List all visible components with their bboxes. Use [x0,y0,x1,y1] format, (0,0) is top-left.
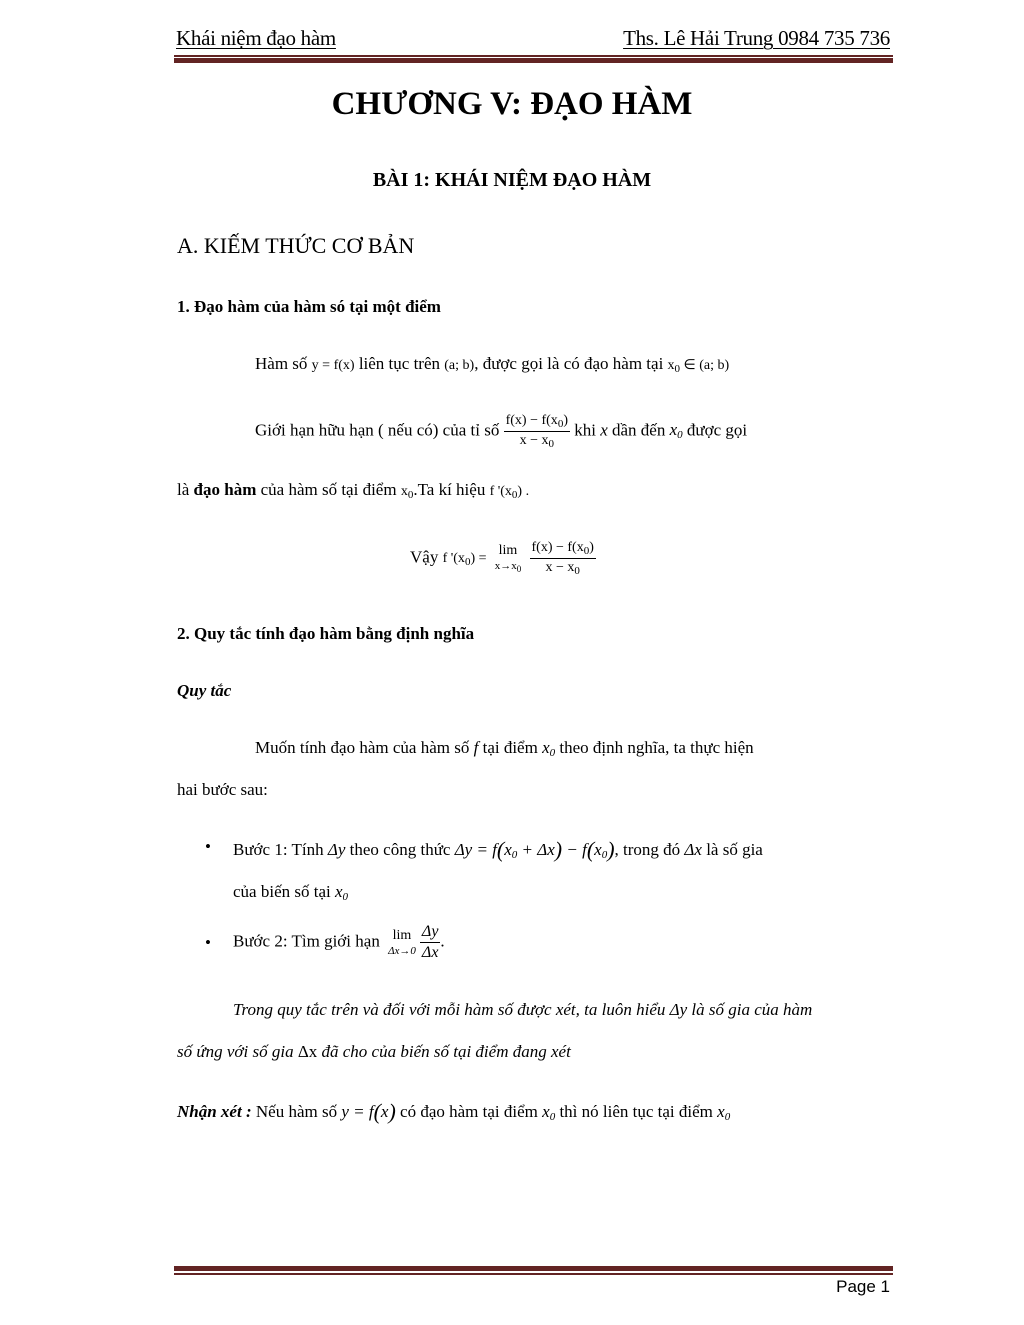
math-x0 [542,738,555,757]
math-x: x [334,882,343,901]
subscript: 0 [548,438,554,450]
math: x→x [494,560,517,572]
text: liên tục trên [358,354,441,373]
text: Hàm số [255,354,308,373]
math-x: x [400,484,408,499]
step-2 [233,923,445,962]
math-delta-y: Δy [669,1000,688,1019]
math: f '(x [489,484,512,499]
lim: lim [392,928,412,943]
text: . [440,931,445,951]
text: Giới hạn hữu hạn ( nếu có) của tỉ số [255,420,500,440]
text: Muốn tính đạo hàm của hàm số [255,738,470,757]
text: của biến số tại [233,882,331,901]
page-number: Page 1 [836,1277,890,1296]
subscript: 0 [583,545,590,557]
text: theo công thức [349,840,451,859]
limit-subscript: Δx→0 [388,945,416,957]
text: Bước 2: Tìm giới hạn [233,931,380,951]
math: ) = [470,551,487,567]
math-x: x [542,738,550,757]
limit-operator [495,543,522,574]
paren: ) [388,1099,396,1124]
footer-rule-thick [174,1266,893,1271]
subscript: 0 [549,1111,556,1123]
paren: ) [607,837,615,862]
text: của hàm số tại điểm [260,480,397,499]
text: là [177,480,190,499]
limit-operator [388,928,416,957]
subscript: 0 [724,1111,731,1123]
section1-heading: 1. Đạo hàm của hàm só tại một điểm [177,297,441,316]
section1-paragraph-1 [255,354,729,375]
math-delta-y-formula [454,837,615,862]
lesson-title: BÀI 1: KHÁI NIỆM ĐẠO HÀM [372,169,652,191]
section2-paragraph-1 [255,738,754,759]
bold-term-derivative: đạo hàm [193,480,257,499]
page-header [174,26,890,54]
fraction-denominator: Δx [421,944,439,961]
math-y-fx [341,1099,396,1124]
subscript: 0 [601,849,608,861]
text: , được gọi là có đạo hàm tại [474,354,664,373]
header-chapter-title: Khái niệm đạo hàm [176,26,336,50]
math-delta-y: Δy [327,840,346,859]
math-x: x [542,1102,550,1121]
math-x: x [667,358,675,373]
paren: ( [496,837,505,862]
text: số ứng với số gia [177,1042,294,1061]
subscript: 0 [574,565,580,577]
fraction-difference-quotient [530,540,596,577]
subscript: 0 [677,429,683,442]
math-x0 [542,1102,555,1121]
rule-label: Quy tắc [177,681,232,700]
math-x: x [669,420,678,440]
math-x0 [335,882,348,901]
text: có đạo hàm tại điểm [400,1102,538,1121]
bullet-icon: • [205,837,211,856]
fraction-numerator [504,413,570,432]
section-a-heading: A. KIẾM THỨC CƠ BẢN [177,233,415,258]
text: được gọi [686,420,748,440]
formula-lhs [442,551,487,569]
text: thì nó liên tục tại điểm [559,1102,713,1121]
math: f '(x [442,551,465,567]
math: ) . [517,484,530,499]
text: là số gia của hàm [691,1000,813,1019]
math: y = f [341,1102,374,1121]
math-in-interval: ∈ (a; b) [680,358,730,373]
math-x0-in-interval [668,358,730,373]
header-rule-thick [174,58,893,63]
subscript: 0 [407,489,414,501]
subscript: 0 [511,489,518,501]
subscript: 0 [516,564,522,574]
math-x0 [401,484,414,499]
section2-paragraph-1-line2: hai bước sau: [177,780,268,799]
math-f: f [473,738,479,757]
math-delta-x: Δx [297,1042,318,1061]
text: , trong đó [614,840,681,859]
fraction-numerator: Δy [420,923,441,943]
math: x − x [545,560,575,575]
text: theo định nghĩa, ta thực hiện [559,738,754,757]
lim: lim [498,543,518,558]
fraction-delta-y-over-delta-x [420,923,441,962]
math-f-prime-x0 [490,484,530,499]
text: đã cho của biến số tại điểm đang xét [321,1042,571,1061]
paren: ( [586,837,595,862]
math-x: x [717,1102,725,1121]
math-interval: (a; b) [444,358,475,373]
math: x [504,840,512,859]
paren: ( [373,1099,381,1124]
remark [177,1099,730,1125]
fraction-difference-quotient [504,413,570,450]
limit-subscript [495,560,522,574]
subscript: 0 [674,363,681,375]
math: f(x) − f(x [531,540,584,555]
paren: ) [554,837,563,862]
text: là số gia [706,840,763,859]
section2-heading: 2. Quy tắc tính đạo hàm bằng định nghĩa [177,624,475,643]
text: .Ta kí hiệu [413,480,486,499]
subscript: 0 [511,849,518,861]
math-x0 [669,420,683,442]
text: Bước 1: Tính [233,840,324,859]
math-x0 [717,1102,730,1121]
step-1 [233,837,763,863]
subscript: 0 [549,747,556,759]
note-line2 [177,1042,571,1062]
math: ) [589,540,594,555]
math-x: x [380,1102,389,1121]
math: ) [563,413,568,428]
math: x [594,840,602,859]
math: Δy = f [454,840,497,859]
math: + Δx [517,840,555,859]
fraction-denominator [530,559,596,577]
text: Trong quy tắc trên và đối với mỗi hàm số được xét, ta luôn hiểu [233,1000,666,1019]
subscript: 0 [557,418,564,430]
text: Vậy [410,547,439,567]
text: Nếu hàm số [255,1102,338,1121]
math-y-fx: y = f(x) [311,358,355,373]
subscript: 0 [464,556,471,569]
math: f(x) − f(x [505,413,558,428]
footer-rule-thin [174,1273,893,1275]
derivative-definition-formula [410,540,596,577]
math-delta-x: Δx [684,840,702,859]
math: x − x [519,433,549,448]
text: dần đến [612,420,666,440]
section1-paragraph-2 [255,413,747,450]
text: tại điểm [482,738,538,757]
note-line1 [233,1000,812,1020]
header-rule-thin [174,55,893,57]
text: khi [574,420,596,440]
math-x: x [600,420,608,440]
header-author: Ths. Lê Hải Trung 0984 735 736 [623,26,890,50]
bullet-icon: • [205,933,211,952]
remark-label: Nhận xét : [177,1102,252,1121]
step-1-line2 [233,882,348,903]
section1-paragraph-3 [177,480,529,501]
chapter-title: CHƯƠNG V: ĐẠO HÀM [331,86,693,122]
subscript: 0 [342,891,349,903]
fraction-denominator [504,432,570,450]
fraction-numerator [530,540,596,559]
math: − f [562,840,587,859]
